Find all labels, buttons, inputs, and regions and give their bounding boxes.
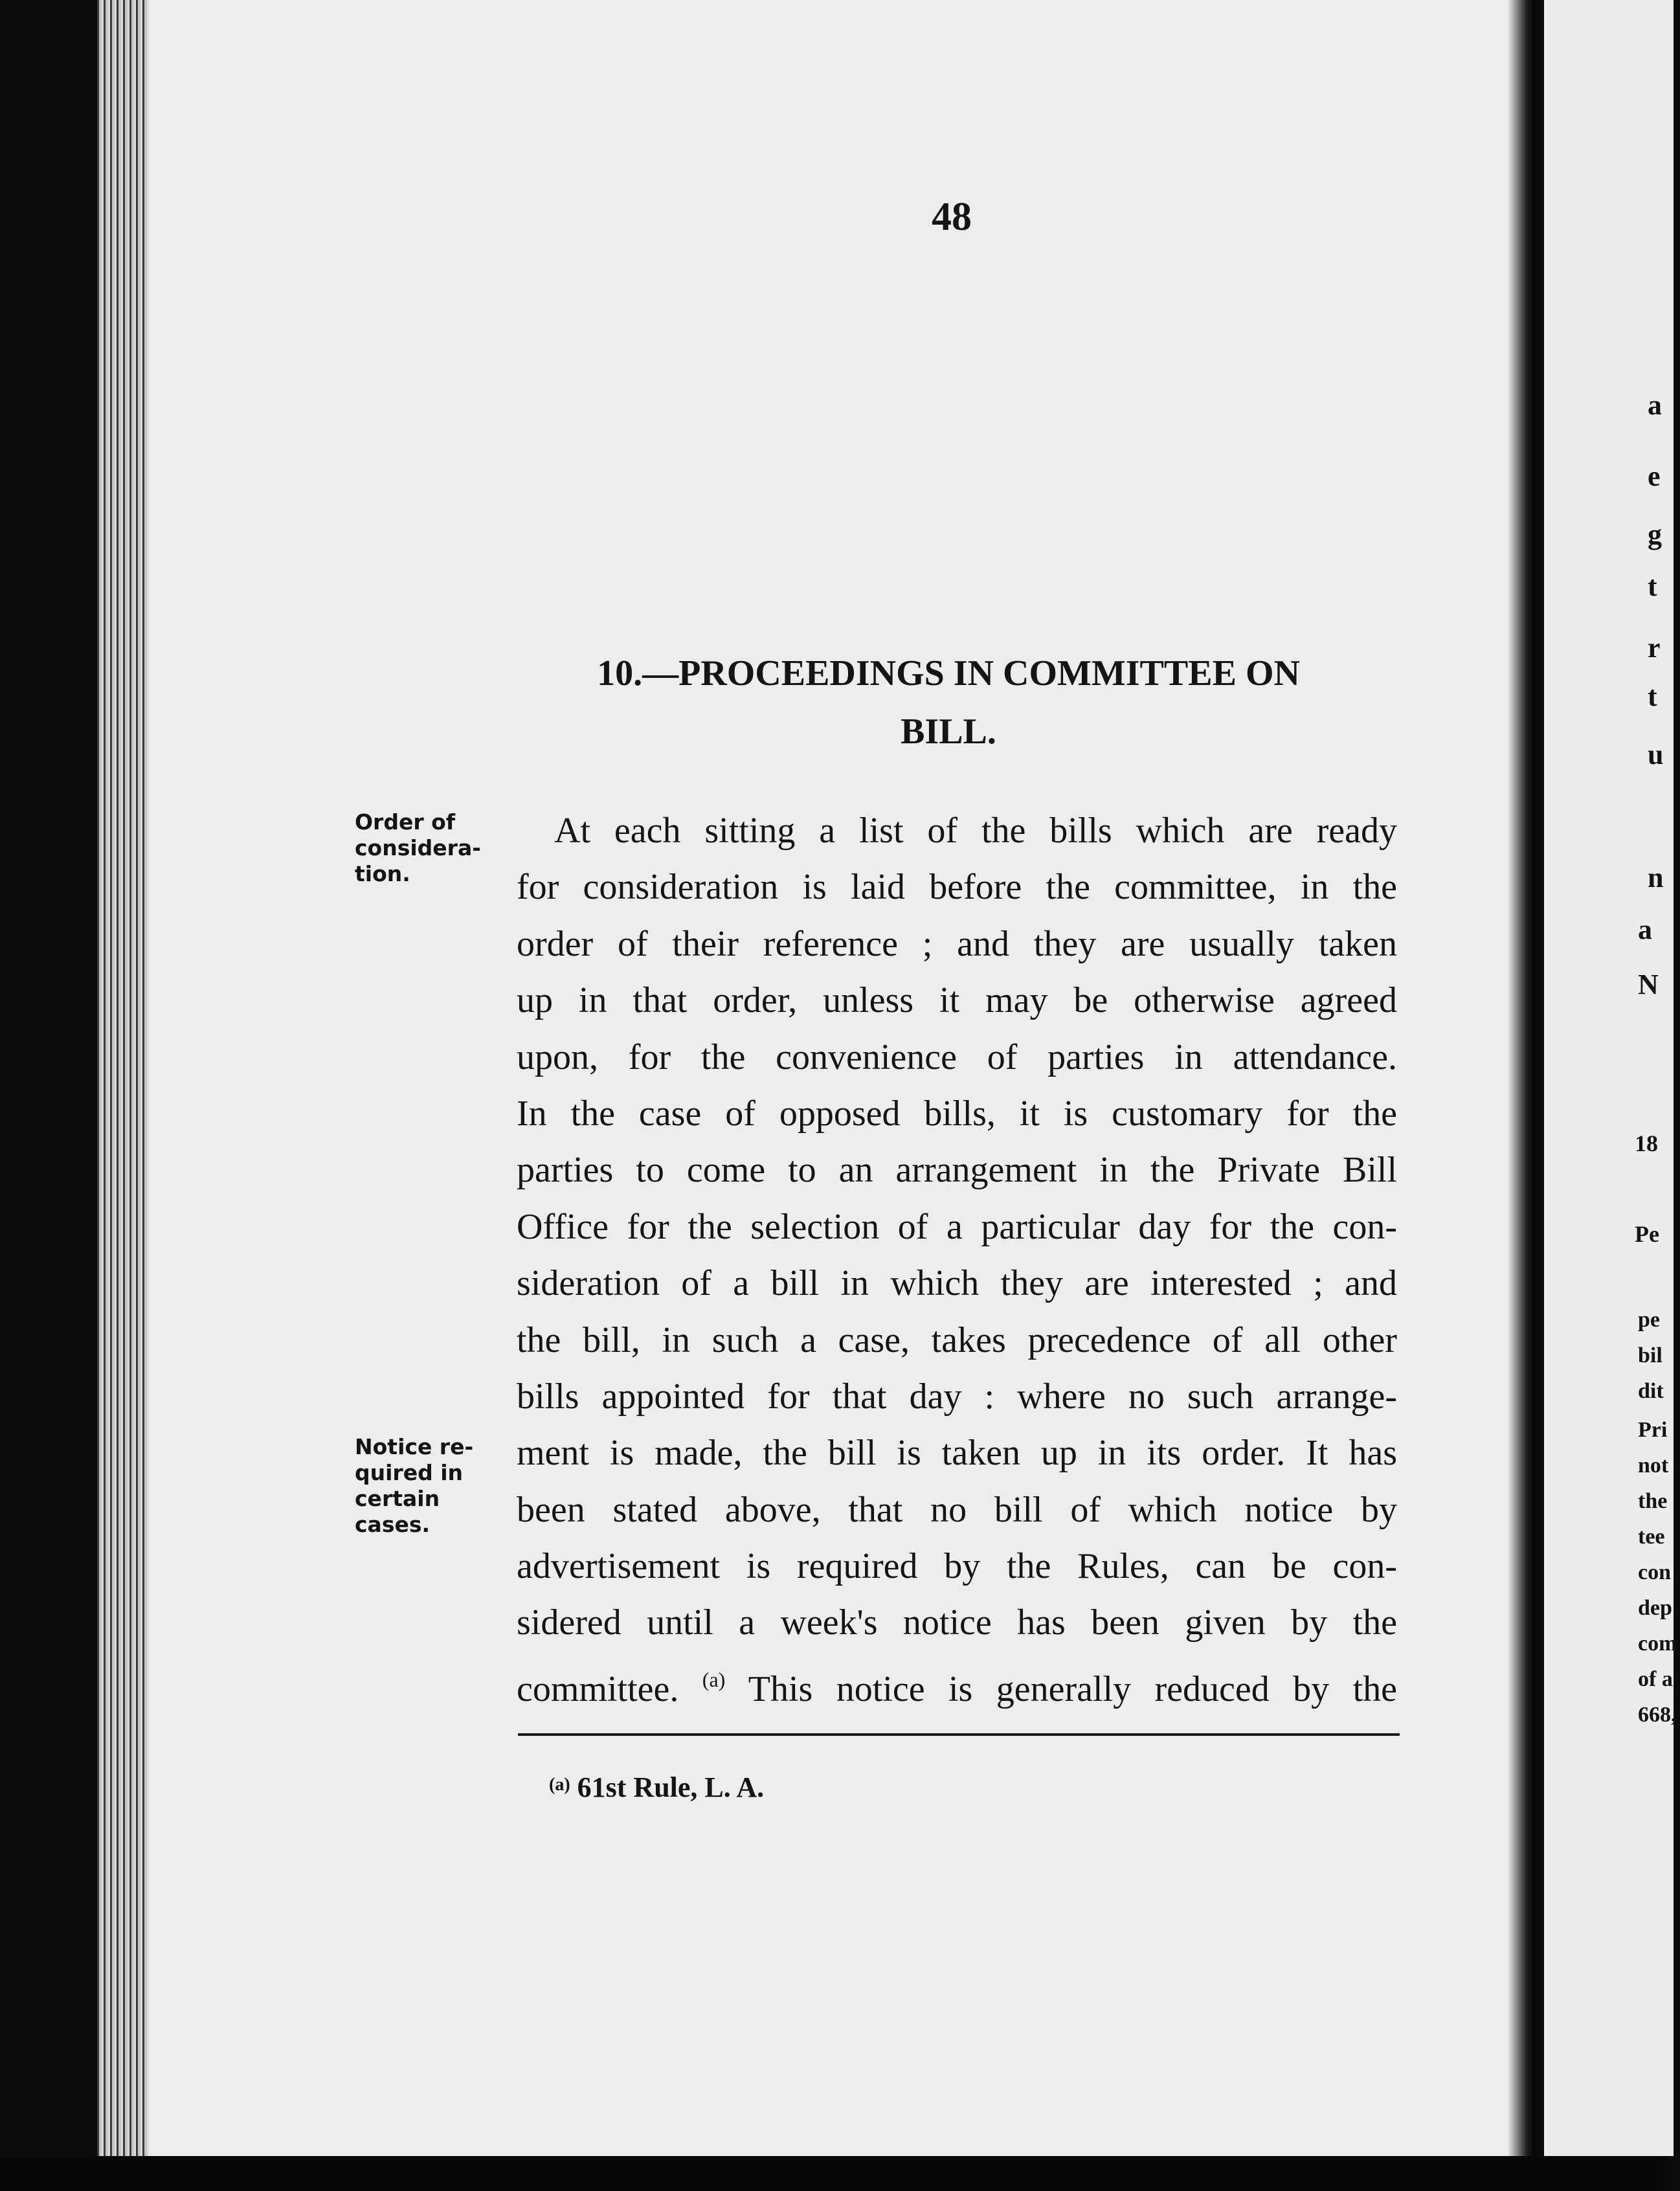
section-heading [518,644,1379,761]
fragment: of a [1638,1667,1673,1691]
body-last-line [517,1652,1397,1708]
fragment: 668, [1638,1703,1677,1727]
margin-note-line: cases. [355,1512,431,1537]
fragment: pe [1638,1308,1660,1332]
body-line: ment is made, the bill is taken up in its order. It has [517,1433,1397,1474]
margin-note-line: Notice re- [355,1434,474,1459]
body-line: bills appointed for that day : where no such arrange- [517,1376,1397,1417]
footnote-text: 61st Rule, L. A. [577,1771,765,1803]
fragment: not [1638,1454,1669,1478]
fragment: t [1648,570,1657,602]
margin-note-line: considera- [355,835,481,860]
body-line: advertisement is required by the Rules, can be con- [517,1546,1397,1587]
body-line: been stated above, that no bill of which notice by [517,1489,1397,1530]
last-line-end: This notice is generally reduced by the [748,1669,1397,1709]
body-line: order of their reference ; and they are usually taken [517,923,1397,964]
body-line: In the case of opposed bills, it is customary for the [517,1093,1397,1134]
fragment: g [1648,519,1662,550]
body-line: parties to come to an arrangement in the Private Bill [517,1150,1397,1191]
fragment: tee [1638,1525,1665,1549]
fragment: n [1648,862,1664,893]
fragment: u [1648,739,1664,770]
page-number: 48 [932,195,972,239]
scan-border [0,2156,1665,2191]
margin-note-line: certain [355,1486,440,1511]
body-line: Office for the selection of a particular day for the con- [517,1206,1397,1247]
fragment: bil [1638,1343,1663,1367]
fragment: Pri [1638,1418,1668,1442]
margin-note-line: quired in [355,1460,463,1485]
fragment: e [1648,460,1661,492]
fragment: dit [1638,1379,1664,1403]
footnote-divider [518,1733,1400,1736]
body-line: the bill, in such a case, takes precedence of all other [517,1320,1397,1360]
body-line: upon, for the convenience of parties in attendance. [517,1037,1397,1077]
fragment: N [1638,969,1659,1000]
fragment: dep [1638,1596,1672,1620]
fragment: a [1638,914,1652,945]
adjacent-page [1544,0,1674,2156]
footnote [549,1771,764,1804]
fragment: a [1648,389,1662,421]
margin-note-line: Order of [355,809,456,835]
fragment: Pe [1635,1221,1659,1247]
fragment: r [1648,632,1661,664]
body-line: sideration of a bill in which they are interested ; and [517,1263,1397,1304]
fragment: com [1638,1632,1677,1656]
margin-note-order-of-consideration [355,809,491,887]
heading-line-1: 10.—PROCEEDINGS IN COMMITTEE ON [597,653,1300,693]
fragment: con [1638,1560,1671,1584]
fragment: t [1648,680,1657,712]
book-gutter [1508,0,1534,2191]
fragment: 18 [1635,1130,1658,1156]
footnote-marker: (a) [549,1775,570,1795]
body-paragraph [517,803,1397,1708]
body-line: sidered until a week's notice has been given by the [517,1602,1397,1643]
margin-note-line: tion. [355,861,410,886]
body-line: up in that order, unless it may be otherwise agreed [517,980,1397,1021]
body-line: At each sitting a list of the bills which are ready [554,811,1397,851]
footnote-reference: (a) [702,1667,726,1691]
body-line: for consideration is laid before the committee, in the [517,867,1397,908]
page-edges [97,0,149,2191]
margin-note-notice-required [355,1434,491,1538]
fragment: the [1638,1489,1668,1513]
heading-line-2: BILL. [901,712,996,752]
last-line-start: committee. [517,1669,679,1709]
